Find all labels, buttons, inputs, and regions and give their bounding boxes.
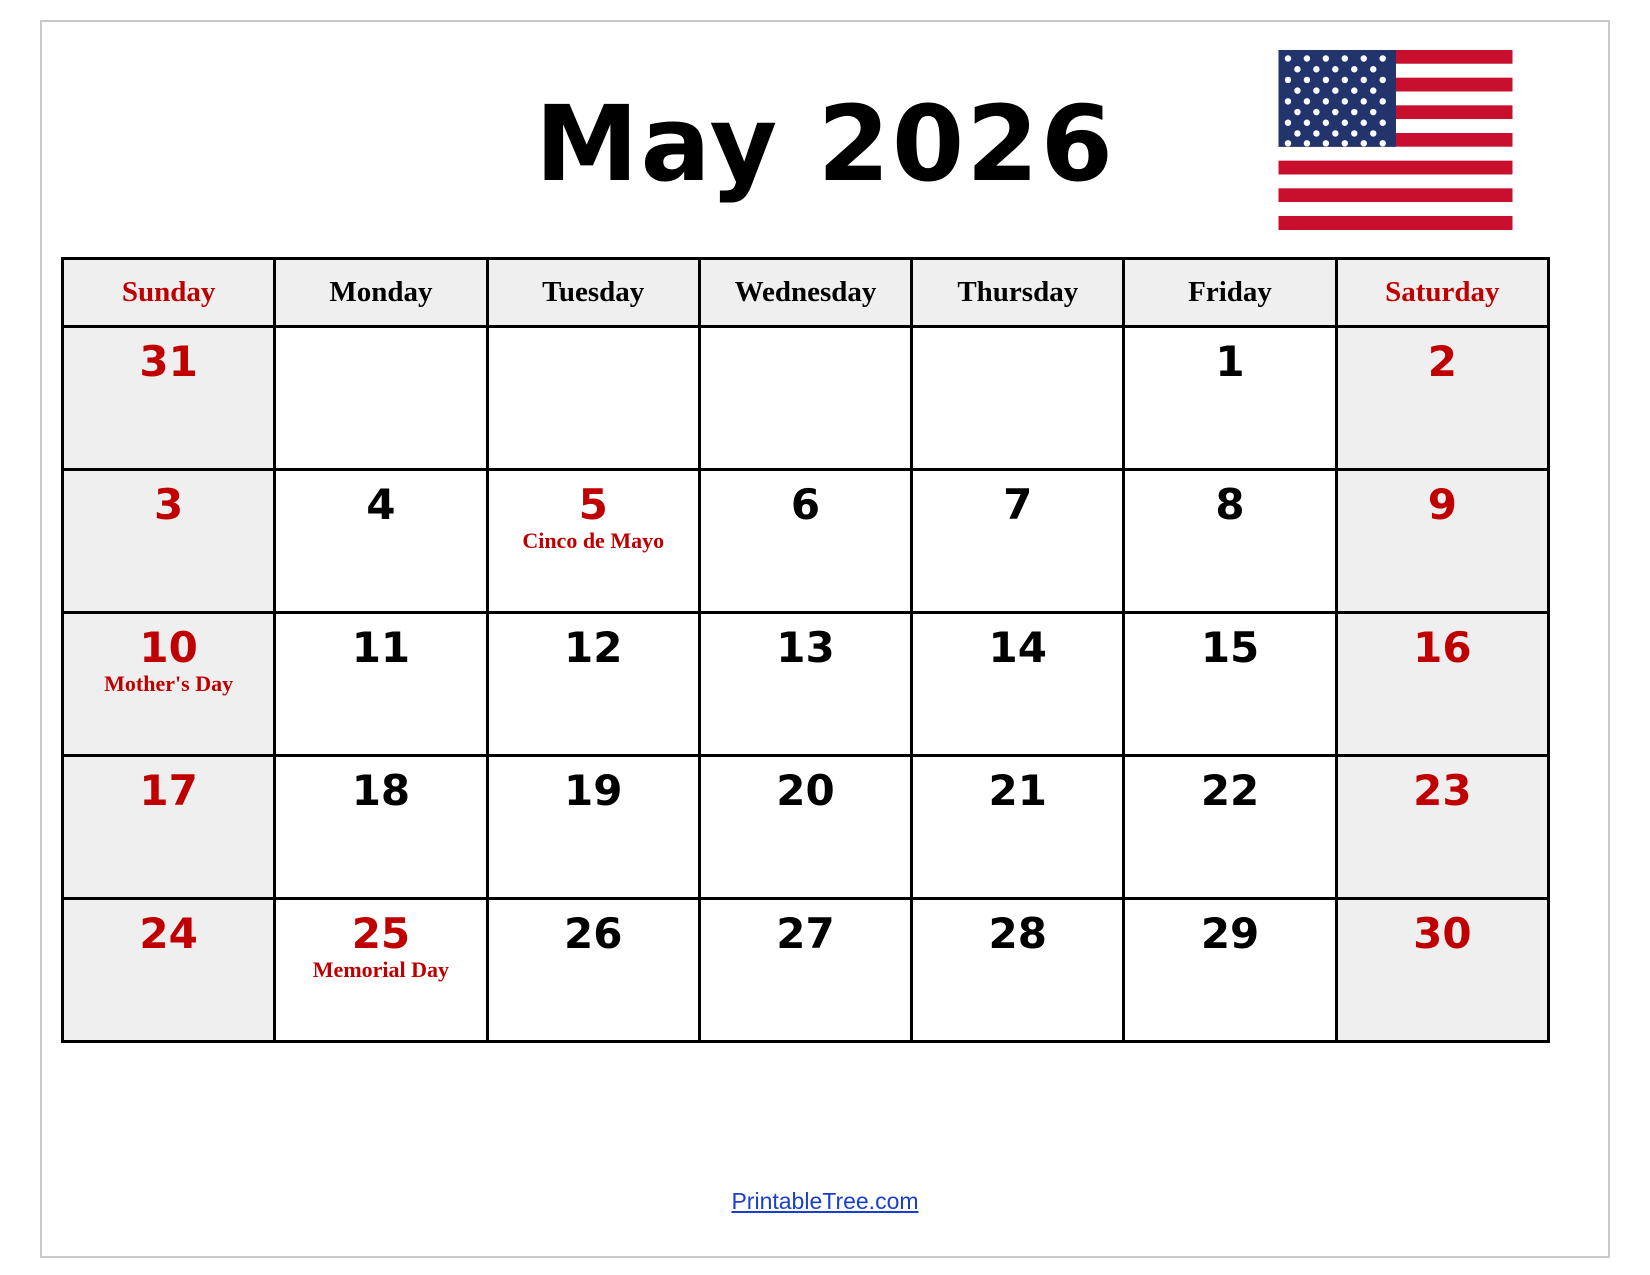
day-number: 8 — [1215, 480, 1245, 529]
day-cell[interactable] — [63, 756, 275, 899]
calendar-week-row — [63, 613, 1549, 756]
day-cell[interactable] — [912, 756, 1124, 899]
day-number: 9 — [1427, 480, 1457, 529]
day-number: 30 — [1413, 909, 1472, 958]
day-number: 28 — [988, 909, 1047, 958]
day-number: 15 — [1200, 623, 1260, 672]
day-cell[interactable] — [699, 899, 911, 1042]
day-cell[interactable] — [487, 470, 699, 613]
day-number: 22 — [1200, 766, 1260, 815]
day-cell[interactable] — [487, 327, 699, 470]
day-number: 11 — [351, 623, 411, 672]
day-cell[interactable] — [1124, 613, 1336, 756]
day-cell[interactable] — [912, 327, 1124, 470]
day-cell[interactable] — [1124, 756, 1336, 899]
day-number: 2 — [1427, 337, 1457, 386]
day-cell[interactable] — [275, 756, 487, 899]
weekday-header-saturday: Saturday — [1336, 259, 1548, 327]
calendar-week-row — [63, 899, 1549, 1042]
day-number: 14 — [988, 623, 1047, 672]
weekday-header-tuesday: Tuesday — [487, 259, 699, 327]
day-cell[interactable] — [699, 327, 911, 470]
day-number: 12 — [563, 623, 623, 672]
weekday-header-monday: Monday — [275, 259, 487, 327]
calendar-header-row — [63, 259, 1549, 327]
day-number: 26 — [563, 909, 623, 958]
day-cell[interactable] — [699, 470, 911, 613]
weekday-header-wednesday: Wednesday — [699, 259, 911, 327]
day-cell[interactable] — [699, 613, 911, 756]
day-number: 25 — [351, 909, 411, 958]
day-cell[interactable] — [63, 613, 275, 756]
day-number: 23 — [1413, 766, 1472, 815]
day-event: Cinco de Mayo — [522, 528, 665, 554]
day-number — [276, 328, 485, 340]
day-number: 27 — [776, 909, 835, 958]
day-cell[interactable] — [1336, 899, 1548, 1042]
day-cell[interactable] — [275, 470, 487, 613]
day-cell[interactable] — [1124, 470, 1336, 613]
day-cell[interactable] — [487, 613, 699, 756]
weekday-header-thursday: Thursday — [912, 259, 1124, 327]
calendar-grid — [61, 257, 1550, 1043]
day-number: 24 — [139, 909, 198, 958]
day-number: 5 — [578, 480, 608, 529]
day-number — [489, 328, 698, 340]
day-cell[interactable] — [1124, 899, 1336, 1042]
day-number: 17 — [139, 766, 198, 815]
printabletree-link[interactable]: PrintableTree.com — [731, 1188, 919, 1214]
day-number: 3 — [154, 480, 184, 529]
day-cell[interactable] — [912, 470, 1124, 613]
day-cell[interactable] — [487, 756, 699, 899]
footer — [0, 1188, 1650, 1215]
day-number: 1 — [1215, 337, 1245, 386]
weekday-header-friday: Friday — [1124, 259, 1336, 327]
day-number: 16 — [1413, 623, 1472, 672]
weekday-header-sunday: Sunday — [63, 259, 275, 327]
day-number: 4 — [366, 480, 396, 529]
day-cell[interactable] — [63, 327, 275, 470]
day-number: 29 — [1200, 909, 1260, 958]
day-number: 18 — [351, 766, 411, 815]
day-number: 6 — [790, 480, 821, 529]
day-cell[interactable] — [912, 899, 1124, 1042]
day-cell[interactable] — [275, 327, 487, 470]
day-number: 20 — [776, 766, 835, 815]
day-event: Mother's Day — [104, 671, 234, 697]
day-cell[interactable] — [487, 899, 699, 1042]
day-number — [701, 328, 910, 340]
day-number — [913, 328, 1122, 340]
calendar-week-row — [63, 756, 1549, 899]
day-number: 7 — [1003, 480, 1033, 529]
day-cell[interactable] — [63, 470, 275, 613]
calendar-week-row — [63, 327, 1549, 470]
day-cell[interactable] — [63, 899, 275, 1042]
calendar-week-row — [63, 470, 1549, 613]
day-number: 31 — [139, 337, 198, 386]
us-flag-icon — [1277, 50, 1514, 230]
day-number: 19 — [563, 766, 623, 815]
day-cell[interactable] — [912, 613, 1124, 756]
day-cell[interactable] — [1336, 756, 1548, 899]
day-cell[interactable] — [699, 756, 911, 899]
day-number: 13 — [776, 623, 835, 672]
day-cell[interactable] — [1336, 327, 1548, 470]
day-number: 21 — [988, 766, 1047, 815]
day-cell[interactable] — [1336, 613, 1548, 756]
day-cell[interactable] — [275, 613, 487, 756]
page-title: May 2026 — [535, 83, 1115, 205]
day-cell[interactable] — [275, 899, 487, 1042]
day-cell[interactable] — [1124, 327, 1336, 470]
day-cell[interactable] — [1336, 470, 1548, 613]
day-number: 10 — [139, 623, 198, 672]
day-event: Memorial Day — [312, 957, 450, 983]
